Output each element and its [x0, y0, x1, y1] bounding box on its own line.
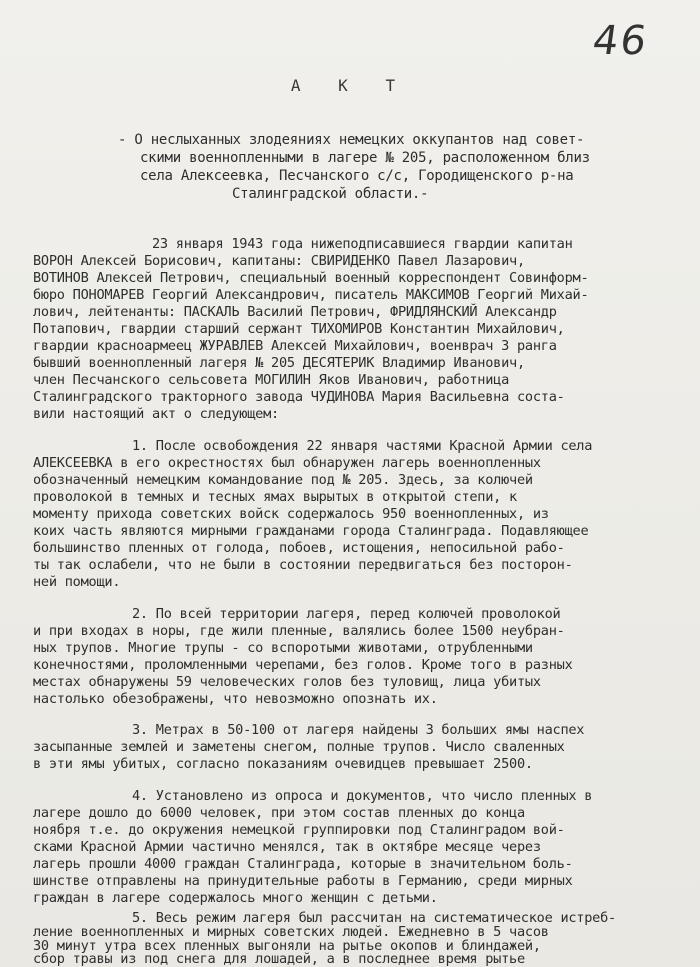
body-line: вили настоящий акт о следующем:	[33, 406, 279, 422]
subject-line: села Алексеевка, Песчанского с/с, Городищенского р-на	[140, 168, 574, 184]
body-line: ление военнопленных и мирных советских людей. Ежедневно в 5 часов	[33, 924, 549, 940]
page-number: 46	[589, 18, 652, 64]
body-line: сками Красной Армии частично менялся, так в октябре месяце через	[33, 839, 541, 855]
body-line: ВОТИНОВ Алексей Петрович, специальный военный корреспондент Совинформ-	[33, 270, 589, 286]
body-line: лагерь прошли 4000 граждан Сталинграда, которые в значительном боль-	[33, 856, 573, 872]
body-line: коих часть являются мирными гражданами города Сталинграда. Подавляющее	[33, 523, 589, 539]
body-line: бюро ПОНОМАРЕВ Георгий Александрович, писатель МАКСИМОВ Георгий Михай-	[33, 287, 589, 303]
body-line: 4. Установлено из опроса и документов, что число пленных в	[132, 788, 593, 804]
body-line: шинстве отправлены на принудительные работы в Германию, среди мирных	[33, 873, 573, 889]
body-line: конечностями, проломленными черепами, без голов. Кроме того в разных	[33, 657, 573, 673]
body-line: в эти ямы убитых, согласно показаниям очевидцев превышает 2500.	[33, 756, 533, 772]
body-line: ней помощи.	[33, 574, 121, 590]
body-line: настолько обезображены, что невозможно опознать их.	[33, 691, 438, 707]
body-line: обозначенный немецким командование под № 205. Здесь, за колючей	[33, 472, 533, 488]
body-line: ных трупов. Многие трупы - со вспоротыми животами, отрубленными	[33, 640, 533, 656]
body-line: АЛЕКСЕЕВКА в его окрестностях был обнаружен лагерь военнопленных	[33, 455, 541, 471]
body-line: гвардии красноармеец ЖУРАВЛЕВ Алексей Михайлович, военврач 3 ранга	[33, 338, 557, 354]
body-line: большинство пленных от голода, побоев, истощения, непосильной рабо-	[33, 540, 565, 556]
body-line: член Песчанского сельсовета МОГИЛИН Яков Иванович, работница	[33, 372, 510, 388]
body-line: бывший военнопленный лагеря № 205 ДЕСЯТЕРИК Владимир Иванович,	[33, 355, 525, 371]
document-title: А К Т	[290, 76, 410, 95]
body-line: 23 января 1943 года нижеподписавшиеся гвардии капитан	[152, 236, 573, 252]
body-line: 3. Метрах в 50-100 от лагеря найдены 3 больших ямы наспех	[132, 722, 585, 738]
body-line: ВОРОН Алексей Борисович, капитаны: СВИРИДЕНКО Павел Лазарович,	[33, 253, 525, 269]
body-line: 2. По всей территории лагеря, перед колючей проволокой	[132, 606, 561, 622]
body-line: ноября т.е. до окружения немецкой группировки под Сталинградом вой-	[33, 822, 565, 838]
subject-line: - О неслыханных злодеяниях немецких оккупантов над совет-	[118, 132, 585, 148]
body-line: лагере дошло до 6000 человек, при этом состав пленных до конца	[33, 805, 525, 821]
body-line: ты так ослабели, что не были в состоянии передвигаться без посторон-	[33, 557, 573, 573]
subject-line: Сталинградской области.-	[232, 186, 429, 202]
body-line: и при входах в норы, где жили пленные, валялись более 1500 неубран-	[33, 623, 565, 639]
body-line: Потапович, гвардии старший сержант ТИХОМИРОВ Константин Михайлович,	[33, 321, 565, 337]
body-line: граждан в лагере содержалось много женщин с детьми.	[33, 890, 438, 906]
body-line: моменту прихода советских войск содержалось 950 военнопленных, из	[33, 506, 549, 522]
body-line: засыпанные землей и заметены снегом, полные трупов. Число сваленных	[33, 739, 565, 755]
body-line: 30 минут утра всех пленных выгоняли на рытье окопов и блиндажей,	[33, 938, 541, 954]
body-line: проволокой в темных и тесных ямах вырытых в открытой степи, к	[33, 489, 517, 505]
body-line: 5. Весь режим лагеря был рассчитан на систематическое истреб-	[132, 910, 616, 926]
body-line: 1. После освобождения 22 января частями Красной Армии села	[132, 438, 593, 454]
body-line: Сталинградского тракторного завода ЧУДИНОВА Мария Васильевна соста-	[33, 389, 565, 405]
subject-line: скими военнопленными в лагере № 205, расположенном близ	[140, 150, 590, 166]
body-line: лович, лейтенанты: ПАСКАЛЬ Василий Петрович, ФРИДЛЯНСКИЙ Александр	[33, 304, 557, 320]
body-line: сбор травы из под снега для лошадей, а в последнее время рытье	[33, 951, 525, 967]
body-line: местах обнаружены 59 человеческих голов без туловищ, лица убитых	[33, 674, 541, 690]
